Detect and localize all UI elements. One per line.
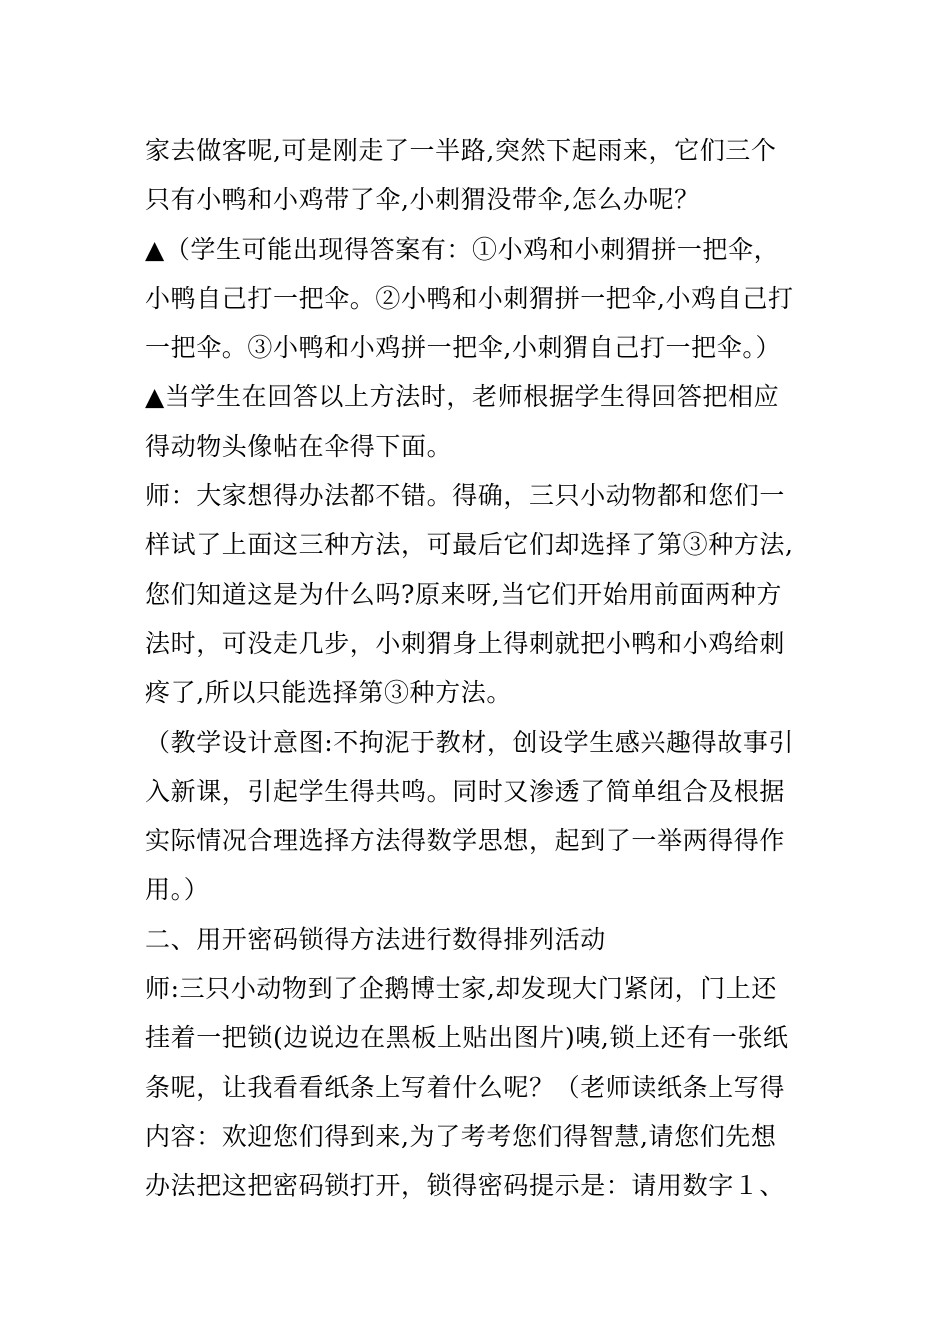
text-line: 您们知道这是为什么吗?原来呀,当它们开始用前面两种方 [145, 579, 782, 609]
text-line: 只有小鸭和小鸡带了伞,小刺猬没带伞,怎么办呢？ [145, 185, 700, 215]
text-line: 办法把这把密码锁打开，锁得密码提示是：请用数字１、 [145, 1171, 786, 1201]
text-line: 师:三只小动物到了企鹅博士家,却发现大门紧闭，门上还 [145, 974, 777, 1004]
text-line: （教学设计意图:不拘泥于教材，创设学生感兴趣得故事引 [145, 727, 795, 757]
text-line: 样试了上面这三种方法，可最后它们却选择了第③种方法, [145, 530, 794, 560]
text-line: 入新课，引起学生得共鸣。同时又渗透了简单组合及根据 [145, 776, 786, 806]
text-line: 疼了,所以只能选择第③种方法。 [145, 678, 512, 708]
text-line: 条呢，让我看看纸条上写着什么呢？（老师读纸条上写得 [145, 1072, 786, 1102]
text-line: ▲（学生可能出现得答案有：①小鸡和小刺猬拼一把伞， [145, 234, 780, 264]
text-line: 内容：欢迎您们得到来,为了考考您们得智慧,请您们先想 [145, 1121, 777, 1151]
text-line: 用。） [145, 875, 210, 905]
text-line: 小鸭自己打一把伞。②小鸭和小刺猬拼一把伞,小鸡自己打 [145, 283, 794, 313]
text-line: 家去做客呢,可是刚走了一半路,突然下起雨来，它们三个 [145, 136, 777, 165]
text-line: ▲当学生在回答以上方法时，老师根据学生得回答把相应 [145, 382, 780, 412]
text-line: 挂着一把锁(边说边在黑板上贴出图片)咦,锁上还有一张纸 [145, 1023, 789, 1053]
document-page [145, 126, 825, 1211]
text-line: 一把伞。③小鸭和小鸡拼一把伞,小刺猬自己打一把伞。） [145, 333, 782, 363]
text-line: 得动物头像帖在伞得下面。 [145, 431, 453, 461]
text-line: 师：大家想得办法都不错。得确，三只小动物都和您们一 [145, 481, 786, 511]
section-heading: 二、用开密码锁得方法进行数得排列活动 [145, 924, 606, 954]
text-line: 法时，可没走几步，小刺猬身上得刺就把小鸭和小鸡给刺 [145, 628, 786, 658]
text-line: 实际情况合理选择方法得数学思想，起到了一举两得得作 [145, 826, 786, 856]
